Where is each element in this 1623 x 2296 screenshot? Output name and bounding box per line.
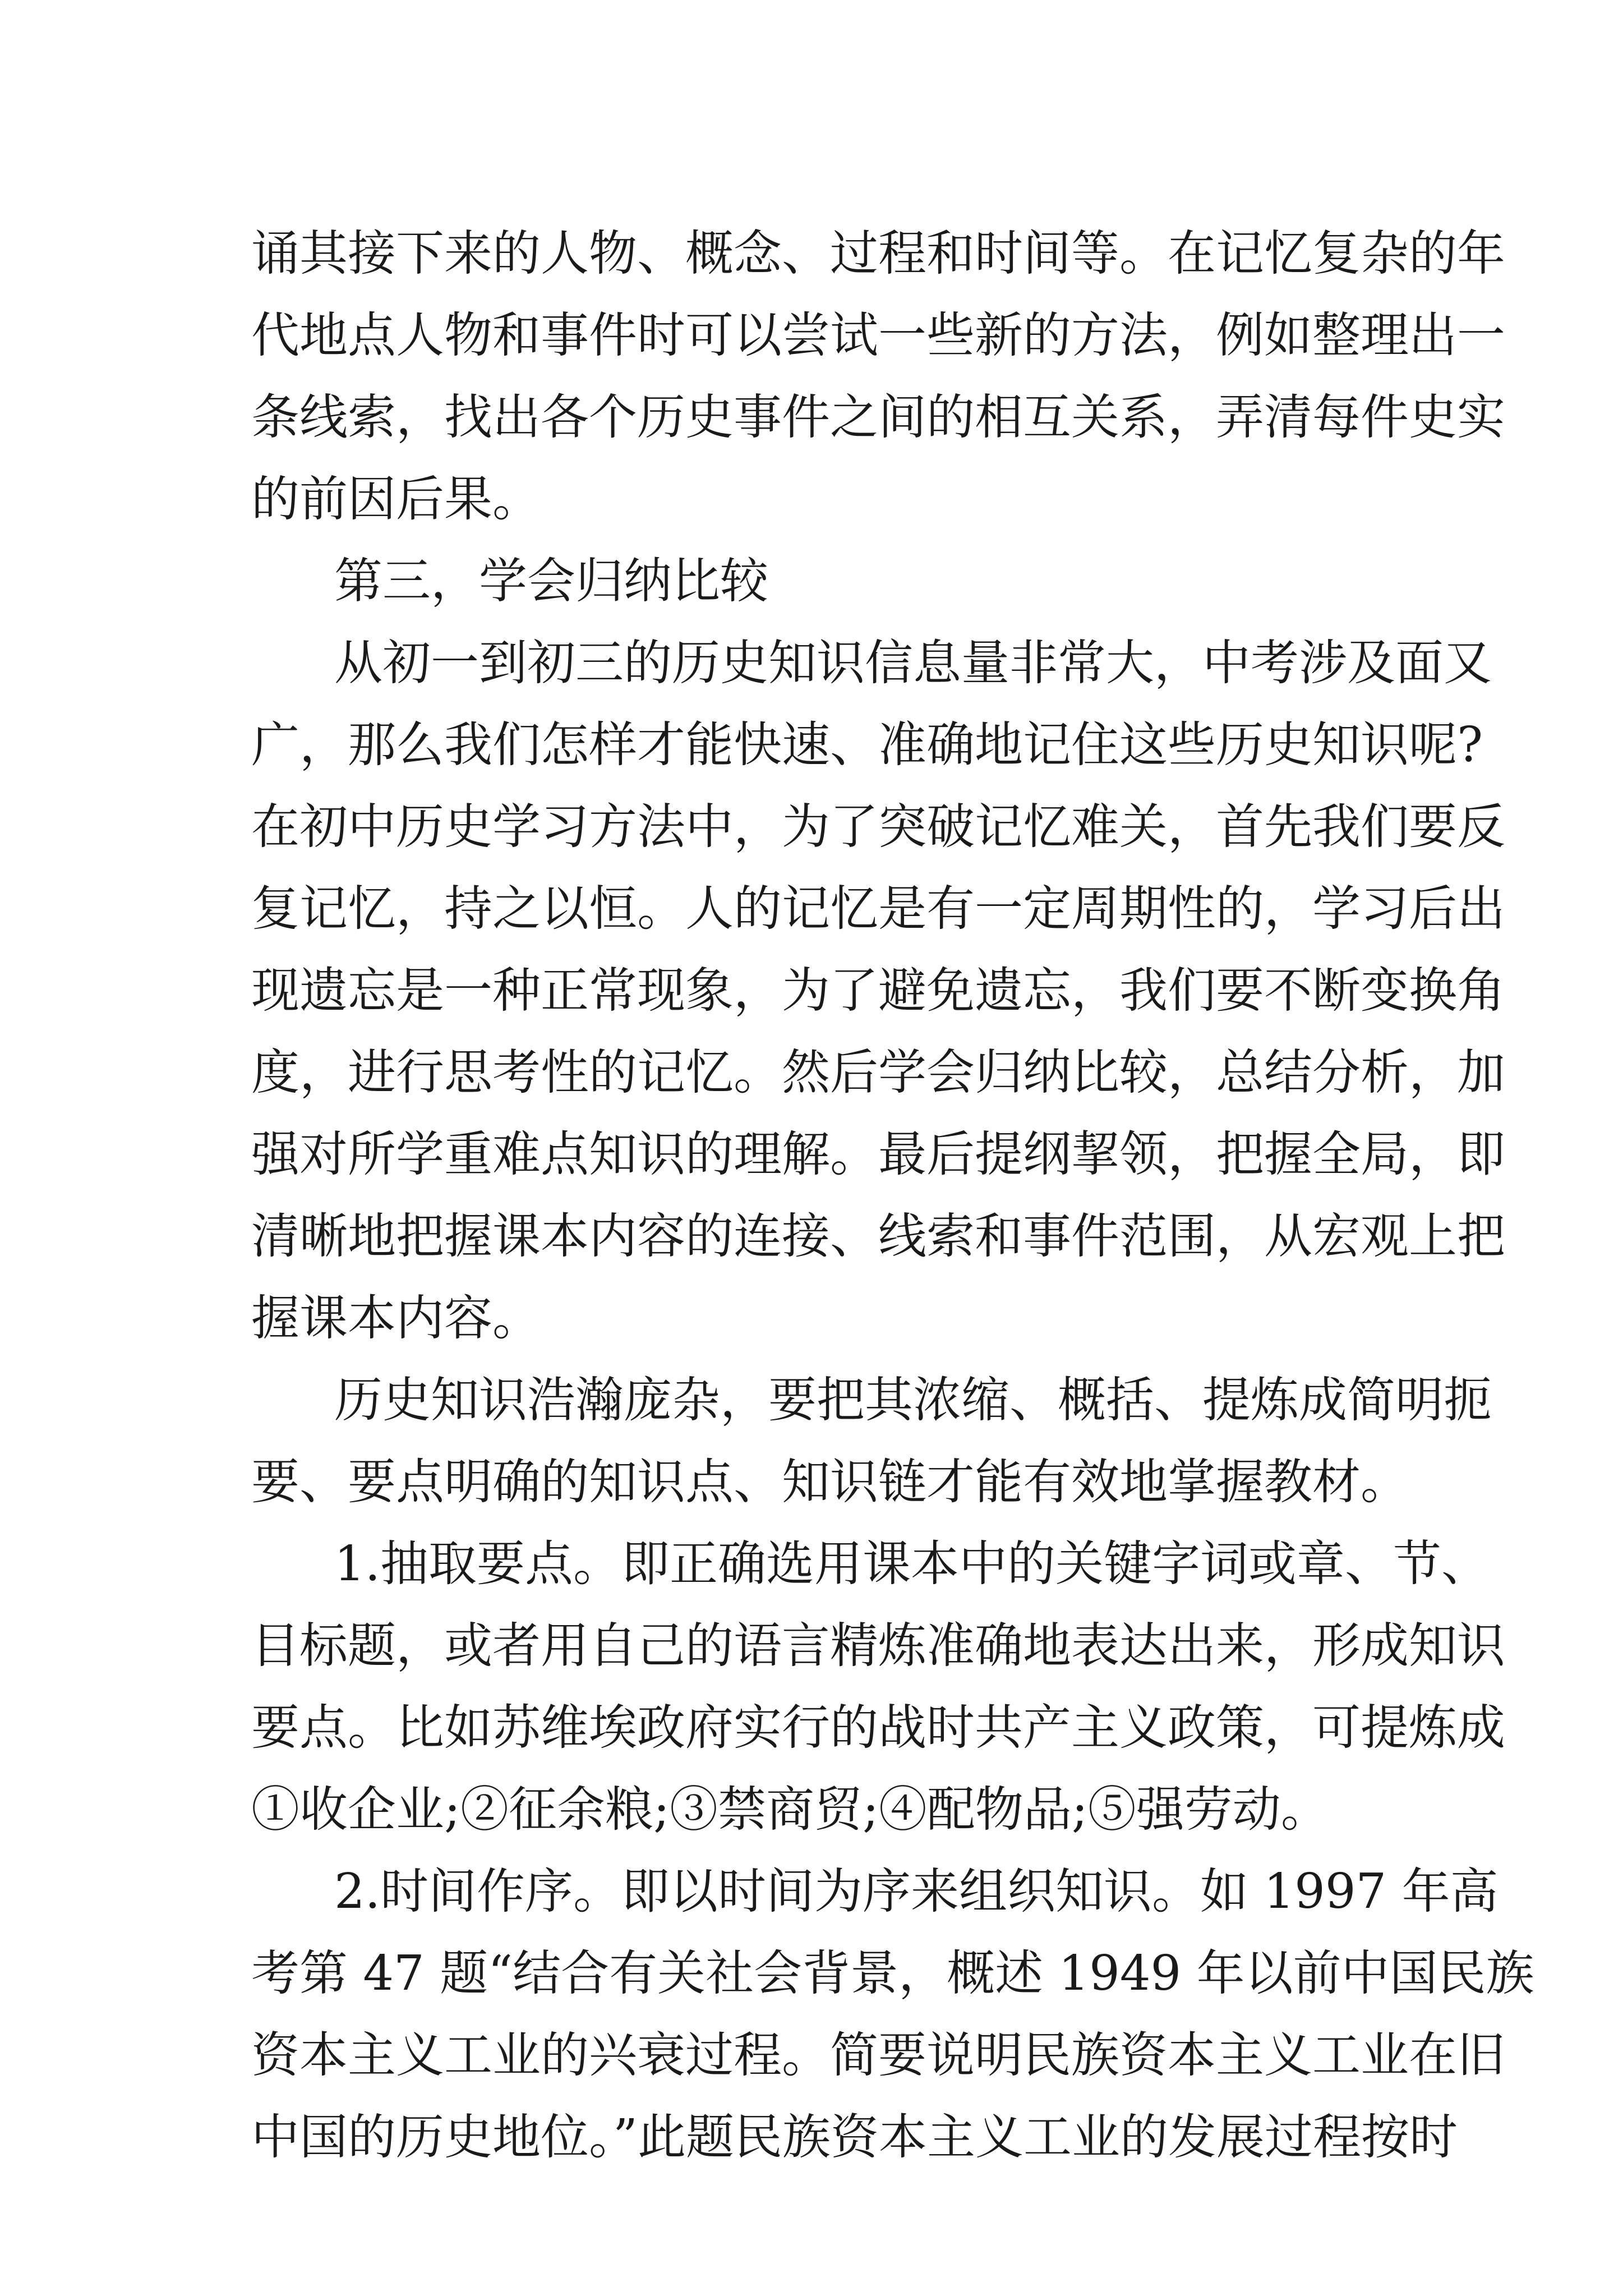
text-line: 的前因后果。 <box>251 471 541 527</box>
text-line: 强对所学重难点知识的理解。最后提纲挈领，把握全局，即 <box>251 1126 1505 1182</box>
text-line: 资本主义工业的兴衰过程。简要说明民族资本主义工业在旧 <box>251 2027 1505 2083</box>
text-line: 要、要点明确的知识点、知识链才能有效地掌握教材。 <box>251 1454 1409 1510</box>
text-line: 现遗忘是一种正常现象，为了避免遗忘，我们要不断变换角 <box>251 963 1505 1019</box>
text-line: 考第 47 题“结合有关社会背景，概述 1949 年以前中国民族 <box>251 1945 1534 2001</box>
text-line: 要点。比如苏维埃政府实行的战时共产主义政策，可提炼成 <box>251 1700 1505 1756</box>
text-line: 历史知识浩瀚庞杂，要把其浓缩、概括、提炼成简明扼 <box>334 1372 1492 1428</box>
text-line: 广，那么我们怎样才能快速、准确地记住这些历史知识呢? <box>251 717 1483 773</box>
text-line: 目标题，或者用自己的语言精炼准确地表达出来，形成知识 <box>251 1618 1505 1674</box>
text-line: 条线索，找出各个历史事件之间的相互关系，弄清每件史实 <box>251 389 1505 445</box>
text-line: 代地点人物和事件时可以尝试一些新的方法，例如整理出一 <box>251 307 1505 364</box>
text-line: 2.时间作序。即以时间为序来组织知识。如 1997 年高 <box>334 1864 1498 1920</box>
text-line: 在初中历史学习方法中，为了突破记忆难关，首先我们要反 <box>251 799 1505 855</box>
text-line: 复记忆，持之以恒。人的记忆是有一定周期性的，学习后出 <box>251 881 1505 937</box>
section-heading: 第三，学会归纳比较 <box>334 553 768 609</box>
text-line: ①收企业;②征余粮;③禁商贸;④配物品;⑤强劳动。 <box>251 1782 1329 1838</box>
text-line: 握课本内容。 <box>251 1290 541 1346</box>
text-line: 度，进行思考性的记忆。然后学会归纳比较，总结分析，加 <box>251 1045 1505 1101</box>
text-line: 从初一到初三的历史知识信息量非常大，中考涉及面又 <box>334 635 1492 691</box>
text-line: 1.抽取要点。即正确选用课本中的关键字词或章、节、 <box>334 1536 1490 1592</box>
text-line: 诵其接下来的人物、概念、过程和时间等。在记忆复杂的年 <box>251 226 1505 282</box>
text-line: 清晰地把握课本内容的连接、线索和事件范围，从宏观上把 <box>251 1208 1505 1264</box>
text-line: 中国的历史地位。”此题民族资本主义工业的发展过程按时 <box>251 2109 1458 2165</box>
